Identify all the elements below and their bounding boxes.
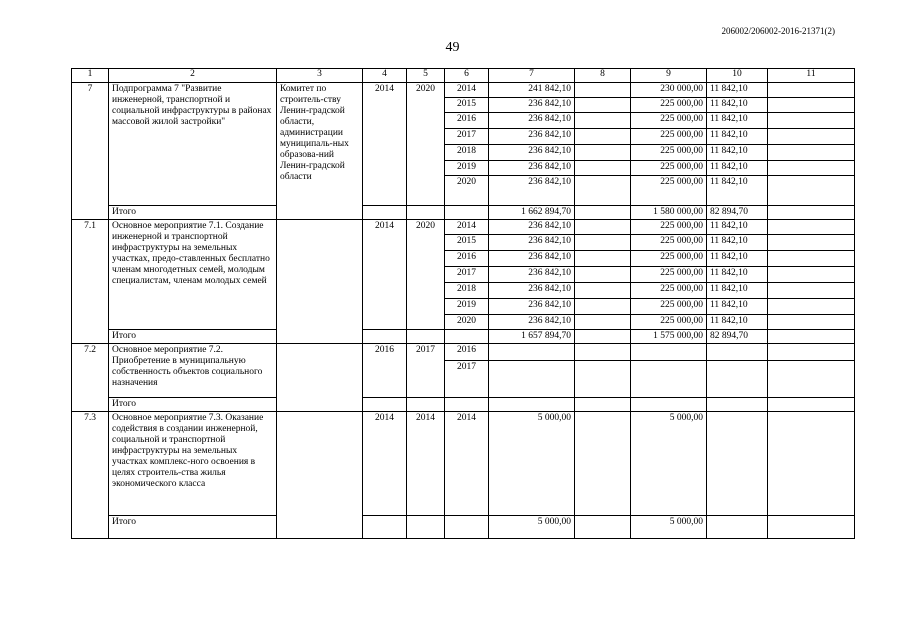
total-start-year	[363, 516, 407, 539]
table-row	[72, 220, 855, 235]
amount-other	[768, 412, 855, 516]
total-label: Итого	[109, 330, 277, 344]
amount-total: 236 842,10	[489, 220, 575, 235]
start-year: 2014	[363, 220, 407, 330]
amount-federal	[575, 220, 631, 235]
amount-other	[768, 83, 855, 98]
amount-local: 11 842,10	[707, 161, 768, 176]
amount-total: 236 842,10	[489, 113, 575, 129]
row-year: 2020	[445, 176, 489, 206]
amount-other	[768, 299, 855, 315]
total-year	[445, 398, 489, 412]
item-number: 7	[72, 83, 109, 220]
amount-regional: 230 000,00	[631, 83, 707, 98]
amount-local	[707, 344, 768, 361]
amount-local: 11 842,10	[707, 220, 768, 235]
amount-regional: 225 000,00	[631, 299, 707, 315]
amount-total: 236 842,10	[489, 251, 575, 267]
amount-federal	[575, 251, 631, 267]
amount-regional: 225 000,00	[631, 283, 707, 299]
amount-federal	[575, 129, 631, 145]
start-year: 2016	[363, 344, 407, 398]
amount-federal	[575, 299, 631, 315]
amount-regional: 225 000,00	[631, 267, 707, 283]
item-executor	[277, 412, 363, 539]
amount-other	[768, 283, 855, 299]
amount-other	[768, 129, 855, 145]
amount-other	[768, 361, 855, 398]
total-amount-other	[768, 206, 855, 220]
total-amount-total: 1 662 894,70	[489, 206, 575, 220]
total-amount-federal	[575, 330, 631, 344]
total-start-year	[363, 206, 407, 220]
total-amount-regional: 1 575 000,00	[631, 330, 707, 344]
item-number: 7.2	[72, 344, 109, 412]
amount-local: 11 842,10	[707, 129, 768, 145]
row-year: 2018	[445, 283, 489, 299]
amount-federal	[575, 315, 631, 330]
item-number: 7.1	[72, 220, 109, 344]
header-cell: 6	[445, 69, 489, 83]
amount-local: 11 842,10	[707, 315, 768, 330]
amount-local: 11 842,10	[707, 235, 768, 251]
item-name: Подпрограмма 7 "Развитие инженерной, транспортной и социальной инфраструктуры в районах массовой жилой застройки"	[109, 83, 277, 206]
amount-total: 236 842,10	[489, 129, 575, 145]
row-year: 2016	[445, 344, 489, 361]
total-row	[72, 516, 855, 539]
total-amount-regional	[631, 398, 707, 412]
total-amount-total: 1 657 894,70	[489, 330, 575, 344]
total-amount-federal	[575, 516, 631, 539]
total-label: Итого	[109, 206, 277, 220]
amount-other	[768, 98, 855, 113]
total-amount-federal	[575, 206, 631, 220]
header-cell: 5	[407, 69, 445, 83]
total-start-year	[363, 330, 407, 344]
item-executor	[277, 344, 363, 412]
amount-local: 11 842,10	[707, 83, 768, 98]
amount-regional: 225 000,00	[631, 315, 707, 330]
amount-other	[768, 344, 855, 361]
table-body	[72, 69, 855, 539]
row-year: 2017	[445, 267, 489, 283]
total-amount-total: 5 000,00	[489, 516, 575, 539]
amount-total: 236 842,10	[489, 145, 575, 161]
end-year: 2020	[407, 220, 445, 330]
amount-federal	[575, 235, 631, 251]
amount-local: 11 842,10	[707, 251, 768, 267]
header-cell: 1	[72, 69, 109, 83]
amount-regional: 225 000,00	[631, 161, 707, 176]
amount-other	[768, 267, 855, 283]
row-year: 2014	[445, 220, 489, 235]
amount-local: 11 842,10	[707, 98, 768, 113]
total-amount-regional: 5 000,00	[631, 516, 707, 539]
amount-other	[768, 220, 855, 235]
total-label: Итого	[109, 398, 277, 412]
program-table	[71, 68, 855, 539]
document-id: 206002/206002-2016-21371(2)	[721, 26, 835, 36]
row-year: 2014	[445, 412, 489, 516]
amount-regional	[631, 361, 707, 398]
total-year	[445, 330, 489, 344]
amount-total	[489, 361, 575, 398]
amount-other	[768, 315, 855, 330]
amount-local: 11 842,10	[707, 176, 768, 206]
amount-federal	[575, 267, 631, 283]
total-amount-other	[768, 398, 855, 412]
amount-total: 236 842,10	[489, 315, 575, 330]
amount-other	[768, 235, 855, 251]
amount-federal	[575, 113, 631, 129]
amount-regional: 5 000,00	[631, 412, 707, 516]
total-label: Итого	[109, 516, 277, 539]
header-cell: 3	[277, 69, 363, 83]
amount-regional: 225 000,00	[631, 251, 707, 267]
amount-federal	[575, 344, 631, 361]
amount-total: 241 842,10	[489, 83, 575, 98]
row-year: 2016	[445, 251, 489, 267]
total-amount-local: 82 894,70	[707, 330, 768, 344]
amount-other	[768, 145, 855, 161]
row-year: 2015	[445, 98, 489, 113]
amount-local	[707, 361, 768, 398]
table-row	[72, 412, 855, 516]
amount-regional: 225 000,00	[631, 98, 707, 113]
header-cell: 2	[109, 69, 277, 83]
amount-other	[768, 161, 855, 176]
header-cell: 4	[363, 69, 407, 83]
start-year: 2014	[363, 83, 407, 206]
amount-regional: 225 000,00	[631, 235, 707, 251]
total-end-year	[407, 330, 445, 344]
total-row	[72, 330, 855, 344]
total-amount-total	[489, 398, 575, 412]
row-year: 2015	[445, 235, 489, 251]
total-amount-regional: 1 580 000,00	[631, 206, 707, 220]
amount-regional	[631, 344, 707, 361]
row-year: 2017	[445, 361, 489, 398]
total-end-year	[407, 206, 445, 220]
end-year: 2020	[407, 83, 445, 206]
amount-local	[707, 412, 768, 516]
row-year: 2016	[445, 113, 489, 129]
amount-total: 236 842,10	[489, 235, 575, 251]
total-start-year	[363, 398, 407, 412]
amount-regional: 225 000,00	[631, 220, 707, 235]
amount-other	[768, 251, 855, 267]
amount-regional: 225 000,00	[631, 129, 707, 145]
amount-total: 5 000,00	[489, 412, 575, 516]
amount-federal	[575, 283, 631, 299]
amount-total: 236 842,10	[489, 283, 575, 299]
amount-federal	[575, 161, 631, 176]
amount-local: 11 842,10	[707, 283, 768, 299]
header-row	[72, 69, 855, 83]
amount-local: 11 842,10	[707, 145, 768, 161]
amount-federal	[575, 145, 631, 161]
page-number: 49	[445, 40, 460, 55]
amount-regional: 225 000,00	[631, 176, 707, 206]
amount-federal	[575, 98, 631, 113]
amount-total: 236 842,10	[489, 98, 575, 113]
total-year	[445, 206, 489, 220]
amount-total: 236 842,10	[489, 161, 575, 176]
total-end-year	[407, 398, 445, 412]
amount-other	[768, 176, 855, 206]
row-year: 2019	[445, 161, 489, 176]
amount-other	[768, 113, 855, 129]
table-row	[72, 344, 855, 361]
end-year: 2017	[407, 344, 445, 398]
total-amount-local	[707, 398, 768, 412]
amount-local: 11 842,10	[707, 113, 768, 129]
start-year: 2014	[363, 412, 407, 516]
item-name: Основное мероприятие 7.2. Приобретение в муниципальную собственность объектов социального назначения	[109, 344, 277, 398]
amount-federal	[575, 176, 631, 206]
amount-regional: 225 000,00	[631, 113, 707, 129]
item-name: Основное мероприятие 7.3. Оказание содействия в создании инженерной, социальной и транспортной инфраструктуры на земельных участках комплекс-ного освоения в целях строитель-ства жилья экономического класса	[109, 412, 277, 516]
total-amount-other	[768, 516, 855, 539]
total-amount-local	[707, 516, 768, 539]
item-name: Основное мероприятие 7.1. Создание инженерной и транспортной инфраструктуры на земельных участках, предо-ставленных бесплатно членам многодетных семей, молодым специалистам, членам молодых семей	[109, 220, 277, 330]
amount-local: 11 842,10	[707, 267, 768, 283]
amount-total: 236 842,10	[489, 299, 575, 315]
header-cell: 11	[768, 69, 855, 83]
header-cell: 9	[631, 69, 707, 83]
total-row	[72, 398, 855, 412]
header-cell: 10	[707, 69, 768, 83]
total-amount-local: 82 894,70	[707, 206, 768, 220]
amount-local: 11 842,10	[707, 299, 768, 315]
header-cell: 7	[489, 69, 575, 83]
amount-federal	[575, 412, 631, 516]
total-year	[445, 516, 489, 539]
item-executor: Комитет по строитель-ству Ленин-градской области, администрации муниципаль-ных образова-ний Ленин-градской области	[277, 83, 363, 220]
row-year: 2019	[445, 299, 489, 315]
total-amount-other	[768, 330, 855, 344]
end-year: 2014	[407, 412, 445, 516]
row-year: 2017	[445, 129, 489, 145]
row-year: 2014	[445, 83, 489, 98]
table-row	[72, 83, 855, 98]
total-row	[72, 206, 855, 220]
amount-federal	[575, 361, 631, 398]
total-amount-federal	[575, 398, 631, 412]
total-end-year	[407, 516, 445, 539]
item-number: 7.3	[72, 412, 109, 539]
amount-federal	[575, 83, 631, 98]
amount-total: 236 842,10	[489, 267, 575, 283]
item-executor	[277, 220, 363, 344]
row-year: 2020	[445, 315, 489, 330]
amount-total: 236 842,10	[489, 176, 575, 206]
header-cell: 8	[575, 69, 631, 83]
amount-regional: 225 000,00	[631, 145, 707, 161]
amount-total	[489, 344, 575, 361]
row-year: 2018	[445, 145, 489, 161]
